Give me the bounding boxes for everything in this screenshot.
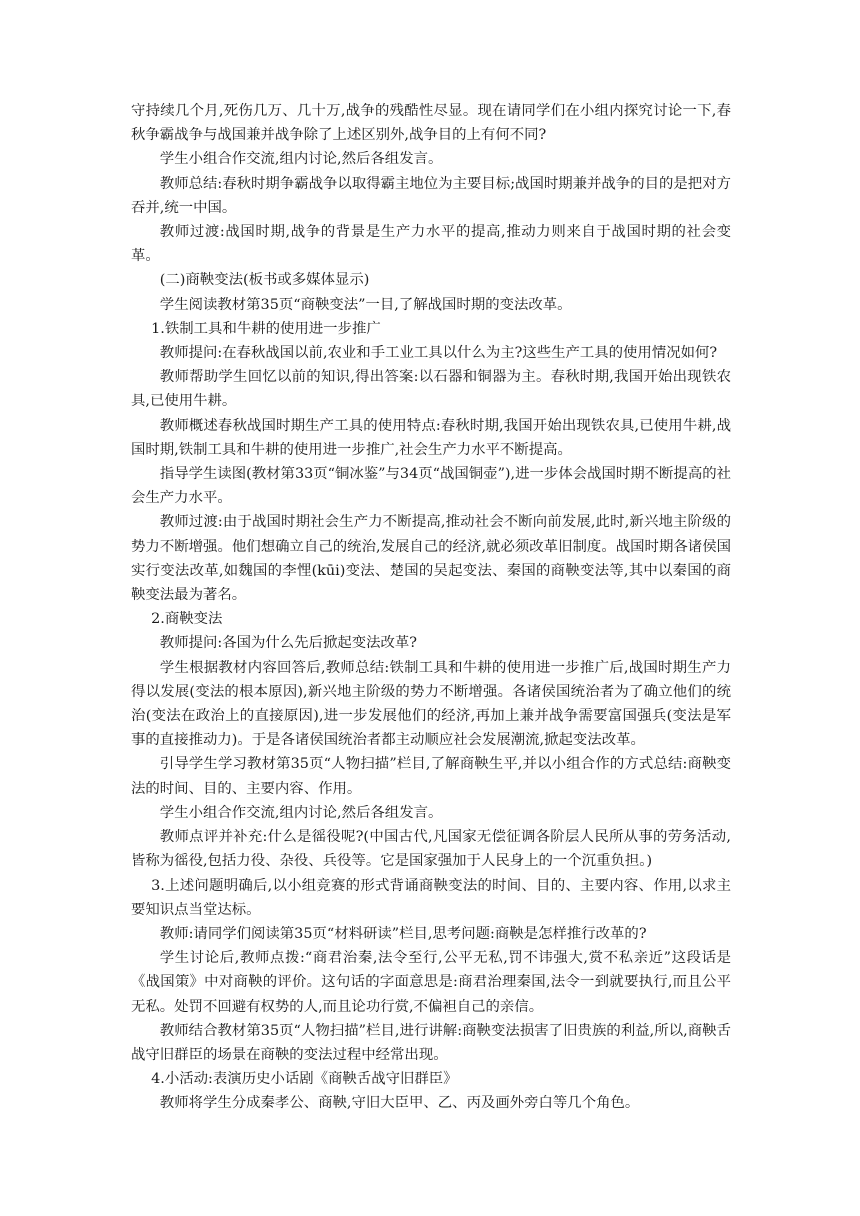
- paragraph: 教师过渡:战国时期,战争的背景是生产力水平的提高,推动力则来自于战国时期的社会变革。: [131, 224, 731, 265]
- paragraph: 教师帮助学生回忆以前的知识,得出答案:以石器和铜器为主。春秋时期,我国开始出现铁农具,已使用牛耕。: [131, 369, 731, 410]
- paragraph: 教师结合教材第35页“人物扫描”栏目,进行讲解:商鞅变法损害了旧贵族的利益,所以,商鞅舌战守旧群臣的场景在商鞅的变法过程中经常出现。: [131, 1022, 731, 1063]
- paragraph: 守持续几个月,死伤几万、几十万,战争的残酷性尽显。现在请同学们在小组内探究讨论一下,春秋争霸战争与战国兼并战争除了上述区别外,战争目的上有何不同?: [131, 103, 731, 144]
- paragraph: 学生讨论后,教师点拨:“商君治秦,法令至行,公平无私,罚不讳强大,赏不私亲近”这段话是《战国策》中对商鞅的评价。这句话的字面意思是:商君治理秦国,法令一到就要执行,而且公平无私。处罚不回避有权势的人,而且论功行赏,不偏袒自己的亲信。: [131, 950, 731, 1015]
- paragraph: 教师将学生分成秦孝公、商鞅,守旧大臣甲、乙、丙及画外旁白等几个角色。: [159, 1095, 640, 1112]
- paragraph: 指导学生读图(教材第33页“铜冰鉴”与34页“战国铜壶”),进一步体会战国时期不断提高的社会生产力水平。: [131, 466, 731, 507]
- paragraph: 教师提问:在春秋战国以前,农业和手工业工具以什么为主?这些生产工具的使用情况如何?: [159, 345, 718, 362]
- paragraph: 学生小组合作交流,组内讨论,然后各组发言。: [159, 804, 443, 821]
- paragraph: 学生小组合作交流,组内讨论,然后各组发言。: [159, 151, 443, 168]
- paragraph: 学生根据教材内容回答后,教师总结:铁制工具和牛耕的使用进一步推广后,战国时期生产力得以发展(变法的根本原因),新兴地主阶级的势力不断增强。各诸侯国统治者为了确立他们的统治(变法在政治上的直接原因),进一步发展他们的经济,再加上兼并战争需要富国强兵(变法是军事的直接推动力)。于是各诸侯国统治者都主动顺应社会发展潮流,掀起变法改革。: [131, 659, 731, 749]
- section-heading: (二)商鞅变法(板书或多媒体显示): [159, 272, 370, 289]
- paragraph: 教师提问:各国为什么先后掀起变法改革?: [159, 635, 418, 652]
- paragraph: 教师过渡:由于战国时期社会生产力不断提高,推动社会不断向前发展,此时,新兴地主阶级的势力不断增强。他们想确立自己的统治,发展自己的经济,就必须改革旧制度。战国时期各诸侯国实行变法改革,如魏国的李悝(kūi)变法、楚国的吴起变法、秦国的商鞅变法等,其中以秦国的商鞅变法最为著名。: [131, 514, 731, 604]
- document-body: [131, 99, 731, 1116]
- subsection-heading: 2.商鞅变法: [151, 611, 223, 628]
- paragraph: 教师:请同学们阅读第35页“材料研读”栏目,思考问题:商鞅是怎样推行改革的?: [159, 925, 647, 942]
- subsection-heading: 4.小活动:表演历史小话剧《商鞅舌战守旧群臣》: [151, 1071, 458, 1088]
- paragraph: 教师概述春秋战国时期生产工具的使用特点:春秋时期,我国开始出现铁农具,已使用牛耕,战国时期,铁制工具和牛耕的使用进一步推广,社会生产力水平不断提高。: [131, 417, 731, 458]
- subsection-heading: 3.上述问题明确后,以小组竞赛的形式背诵商鞅变法的时间、目的、主要内容、作用,以求主要知识点当堂达标。: [131, 877, 731, 918]
- paragraph: 学生阅读教材第35页“商鞅变法”一目,了解战国时期的变法改革。: [159, 296, 572, 313]
- subsection-heading: 1.铁制工具和牛耕的使用进一步推广: [151, 320, 381, 337]
- paragraph: 教师点评并补充:什么是徭役呢?(中国古代,凡国家无偿征调各阶层人民所从事的劳务活动,皆称为徭役,包括力役、杂役、兵役等。它是国家强加于人民身上的一个沉重负担。): [131, 829, 731, 870]
- paragraph: 引导学生学习教材第35页“人物扫描”栏目,了解商鞅生平,并以小组合作的方式总结:商鞅变法的时间、目的、主要内容、作用。: [131, 756, 731, 797]
- paragraph: 教师总结:春秋时期争霸战争以取得霸主地位为主要目标;战国时期兼并战争的目的是把对方吞并,统一中国。: [131, 175, 731, 216]
